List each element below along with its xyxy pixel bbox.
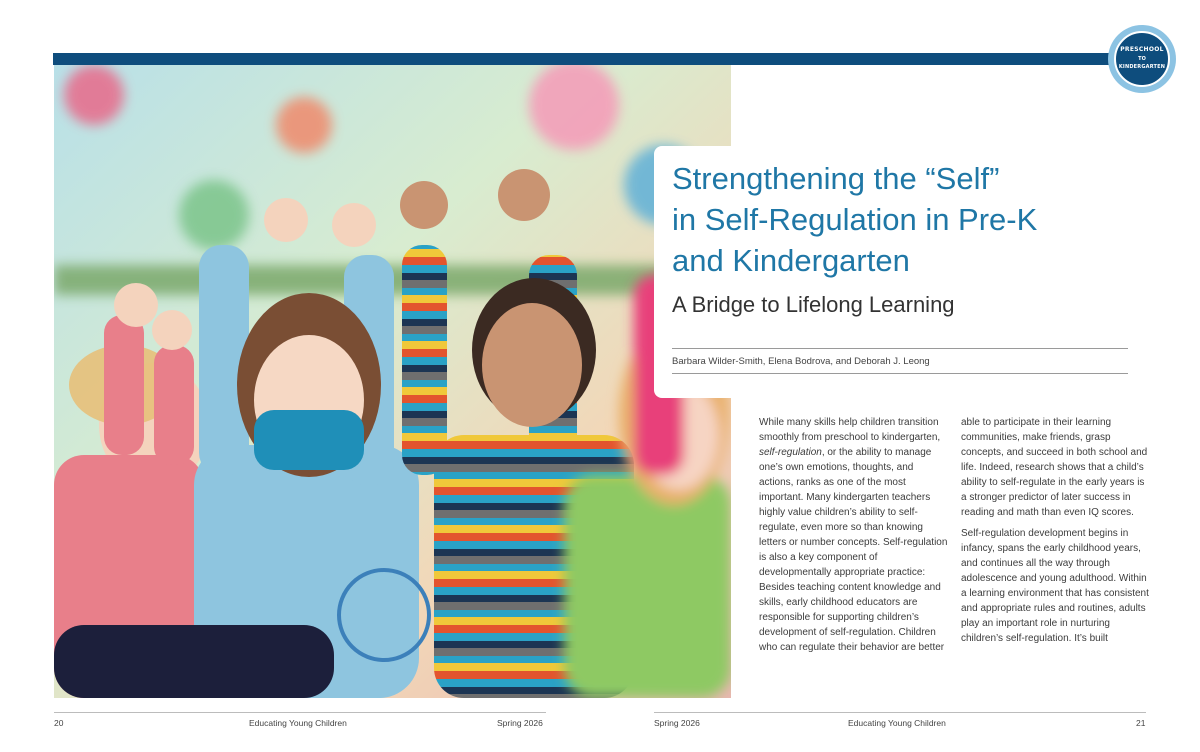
authors-bottom-rule [672, 373, 1128, 374]
badge-inner [1114, 31, 1170, 87]
badge-middle-text: TO [1138, 55, 1146, 62]
article-subtitle: A Bridge to Lifelong Learning [672, 292, 955, 317]
body-column-1 [759, 415, 949, 655]
title-line-1: Strengthening the “Self” [672, 161, 1000, 196]
body-text: While many skills help children transition smoothly from preschool to kindergarten, [759, 417, 941, 443]
badge-bottom-text: KINDERGARTEN [1118, 64, 1166, 71]
footer-rule-left [54, 712, 546, 713]
authors-byline: Barbara Wilder-Smith, Elena Bodrova, and Deborah J. Leong [672, 356, 930, 367]
body-paragraph: able to participate in their learning communities, make friends, grasp concepts, and succeed in both school and life. Indeed, research shows that a child’s ability to self-regulate in the early years is a stronger predictor of later success in reading and math than even IQ scores. [961, 417, 1148, 518]
header-bar [53, 53, 1123, 65]
body-text: , or the ability to manage one’s own emotions, thoughts, and actions, ranks as one of the most important. Many kindergarten teachers highly value children’s ability to self-regulate, even more so than knowing letters or number concepts. Self-regulation is also a key component of developmentally appropriate practice: Besides teaching content knowledge and skills, early childhood educators are responsible for supporting children’s development of self-regulation. Children who can regulate their behavior are better [759, 447, 948, 653]
authors-top-rule [672, 348, 1128, 349]
article-title [672, 158, 1142, 281]
page-number-right: 21 [1136, 718, 1146, 728]
footer-issue-left: Spring 2026 [497, 718, 543, 728]
footer-rule-right [654, 712, 1146, 713]
body-paragraph: Self-regulation development begins in infancy, spans the early childhood years, and continues all the way through adolescence and young adulthood. Within a learning environment that has consistent and appropriate rules and routines, adults play an important role in nurturing children’s self-regulation. It’s built [961, 528, 1149, 644]
emphasis-text: self-regulation [759, 447, 822, 458]
children-raising-hands-photo [54, 65, 731, 698]
title-line-2: in Self-Regulation in Pre-K [672, 202, 1038, 237]
page-number-left: 20 [54, 718, 64, 728]
footer-issue-right: Spring 2026 [654, 718, 700, 728]
footer-publication-right: Educating Young Children [848, 718, 946, 728]
footer-publication-left: Educating Young Children [249, 718, 347, 728]
badge-top-text: PRESCHOOL [1120, 46, 1164, 54]
body-paragraph [759, 415, 949, 655]
preschool-to-kindergarten-badge [1108, 25, 1176, 93]
title-line-3: and Kindergarten [672, 243, 910, 278]
body-column-2 [961, 415, 1151, 646]
